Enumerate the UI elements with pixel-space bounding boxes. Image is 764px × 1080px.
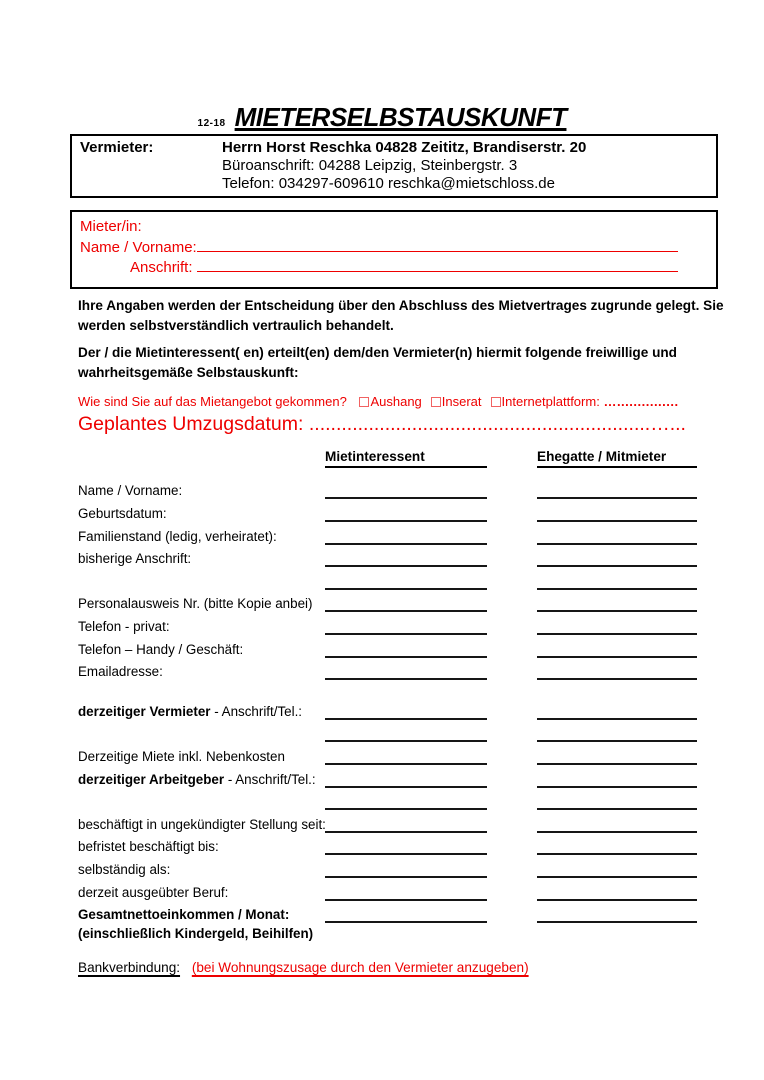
form-row <box>78 903 764 926</box>
form-row <box>78 790 764 813</box>
column-header-ehegatte: Ehegatte / Mitmieter <box>537 449 697 468</box>
row-label <box>78 741 325 744</box>
form-row <box>78 835 764 858</box>
input-line-ehegatte[interactable] <box>537 518 697 522</box>
name-vorname-input-line[interactable] <box>197 238 678 252</box>
row-label: bisherige Anschrift: <box>78 551 192 567</box>
row-label: Emailadresse: <box>78 664 163 680</box>
row-label: derzeit ausgeübter Beruf: <box>78 884 229 900</box>
input-line-mietinteressent[interactable] <box>325 495 487 499</box>
row-label <box>78 809 325 812</box>
input-line-mietinteressent[interactable] <box>325 761 487 765</box>
form-row <box>78 880 764 903</box>
document-header <box>0 102 764 133</box>
option-label-inserat: Inserat <box>441 393 482 409</box>
input-line-ehegatte[interactable] <box>537 676 697 680</box>
row-label: Telefon - privat: <box>78 619 170 635</box>
row-label: derzeitiger Arbeitgeber - Anschrift/Tel.: <box>78 771 316 787</box>
input-line-ehegatte[interactable] <box>537 608 697 612</box>
doc-code: 12-18 <box>197 118 226 129</box>
input-line-ehegatte[interactable] <box>537 897 697 901</box>
input-line-ehegatte[interactable] <box>537 586 697 590</box>
input-line-mietinteressent[interactable] <box>325 676 487 680</box>
input-line-mietinteressent[interactable] <box>325 897 487 901</box>
input-line-ehegatte[interactable] <box>537 495 697 499</box>
input-line-mietinteressent[interactable] <box>325 716 487 720</box>
vermieter-label: Vermieter: <box>80 139 154 156</box>
input-line-ehegatte[interactable] <box>537 829 697 833</box>
form-row <box>78 699 764 722</box>
intro-paragraph-2-line-1: Der / die Mietinteressent( en) erteilt(en) dem/den Vermieter(n) hiermit folgende freiwillige und <box>78 344 677 360</box>
row-label: Derzeitige Miete inkl. Nebenkosten <box>78 749 285 765</box>
input-line-mietinteressent[interactable] <box>325 874 487 878</box>
input-line-ehegatte[interactable] <box>537 654 697 658</box>
page-title: MIETERSELBSTAUSKUNFT <box>234 102 567 132</box>
empty-cell <box>537 938 697 942</box>
vermieter-box <box>70 134 718 198</box>
row-label: Gesamtnettoeinkommen / Monat: <box>78 907 290 923</box>
form-row <box>78 857 764 880</box>
form-row <box>78 722 764 745</box>
input-line-mietinteressent[interactable] <box>325 806 487 810</box>
bankverbindung-note: (bei Wohnungszusage durch den Vermieter anzugeben) <box>191 960 529 976</box>
input-line-mietinteressent[interactable] <box>325 586 487 590</box>
form-rows <box>0 479 764 944</box>
umzugsdatum-line <box>78 411 718 437</box>
input-line-mietinteressent[interactable] <box>325 919 487 923</box>
input-line-ehegatte[interactable] <box>537 851 697 855</box>
input-line-ehegatte[interactable] <box>537 874 697 878</box>
option-internetplattform <box>491 394 600 409</box>
mieter-box <box>70 210 718 289</box>
input-line-mietinteressent[interactable] <box>325 784 487 788</box>
form-row <box>78 744 764 767</box>
input-line-mietinteressent[interactable] <box>325 541 487 545</box>
form-row <box>78 479 764 502</box>
bankverbindung-label: Bankverbindung: <box>78 960 181 976</box>
document-page <box>0 102 764 1080</box>
form-row <box>78 614 764 637</box>
intro-paragraph-1-line-2: werden selbstverständlich vertraulich behandelt. <box>78 318 394 334</box>
form-row <box>78 501 764 524</box>
bankverbindung-line <box>78 960 764 975</box>
intro-paragraph-2-line-2: wahrheitsgemäße Selbstauskunft: <box>78 365 299 381</box>
row-label: Geburtsdatum: <box>78 506 167 522</box>
input-line-mietinteressent[interactable] <box>325 631 487 635</box>
internetplattform-dots-line[interactable]: …............... <box>603 393 679 409</box>
umzugsdatum-dots-line[interactable]: ...............................................................…... <box>308 412 686 435</box>
input-line-ehegatte[interactable] <box>537 806 697 810</box>
option-label-internetplattform: Internetplattform: <box>501 393 600 409</box>
checkbox-aushang[interactable] <box>359 397 369 407</box>
input-line-ehegatte[interactable] <box>537 761 697 765</box>
row-label: beschäftigt in ungekündigter Stellung seit: <box>78 816 326 832</box>
row-label: (einschließlich Kindergeld, Beihilfen) <box>78 926 314 942</box>
row-label <box>78 589 325 592</box>
form-row <box>78 660 764 683</box>
input-line-ehegatte[interactable] <box>537 919 697 923</box>
form-row <box>78 924 764 944</box>
form-row <box>78 569 764 592</box>
form-row <box>78 592 764 615</box>
input-line-mietinteressent[interactable] <box>325 518 487 522</box>
empty-cell <box>325 938 487 942</box>
row-label: Familienstand (ledig, verheiratet): <box>78 528 277 544</box>
input-line-ehegatte[interactable] <box>537 784 697 788</box>
checkbox-internetplattform[interactable] <box>491 397 501 407</box>
anschrift-input-line[interactable] <box>197 258 678 272</box>
vermieter-address <box>222 139 708 192</box>
row-label: Personalausweis Nr. (bitte Kopie anbei) <box>78 596 313 612</box>
row-label: derzeitiger Vermieter - Anschrift/Tel.: <box>78 703 303 719</box>
mieter-title: Mieter/in: <box>80 218 142 236</box>
input-line-mietinteressent[interactable] <box>325 654 487 658</box>
input-line-ehegatte[interactable] <box>537 738 697 742</box>
checkbox-inserat[interactable] <box>431 397 441 407</box>
vermieter-address-line-2: Büroanschrift: 04288 Leipzig, Steinbergstr. 3 <box>222 156 518 174</box>
input-line-mietinteressent[interactable] <box>325 563 487 567</box>
option-label-aushang: Aushang <box>370 393 422 409</box>
row-label: Telefon – Handy / Geschäft: <box>78 641 244 657</box>
input-line-ehegatte[interactable] <box>537 541 697 545</box>
name-vorname-label: Name / Vorname: <box>80 238 197 256</box>
source-question: Wie sind Sie auf das Mietangebot gekommen? <box>78 393 347 409</box>
intro-paragraph-1 <box>78 296 746 337</box>
input-line-ehegatte[interactable] <box>537 563 697 567</box>
intro-paragraph-1-line-1: Ihre Angaben werden der Entscheidung über den Abschluss des Mietvertrages zugrunde gelegt. Sie <box>78 297 724 313</box>
source-options <box>350 394 599 409</box>
source-question-line <box>78 394 764 409</box>
input-line-mietinteressent[interactable] <box>325 851 487 855</box>
input-line-ehegatte[interactable] <box>537 631 697 635</box>
input-line-mietinteressent[interactable] <box>325 738 487 742</box>
form-row <box>78 812 764 835</box>
form-row <box>78 524 764 547</box>
row-label: selbständig als: <box>78 861 171 877</box>
row-label: Name / Vorname: <box>78 483 183 499</box>
option-inserat <box>431 394 482 409</box>
vermieter-address-line-3: Telefon: 034297-609610 reschka@mietschloss.de <box>222 174 555 192</box>
intro-paragraph-2 <box>78 343 746 384</box>
form-row <box>78 767 764 790</box>
row-label: befristet beschäftigt bis: <box>78 839 219 855</box>
column-headers <box>78 449 764 468</box>
option-aushang <box>359 394 421 409</box>
vermieter-address-line-1: Herrn Horst Reschka 04828 Zeititz, Brandiserstr. 20 <box>222 139 587 156</box>
column-header-mietinteressent: Mietinteressent <box>325 449 487 468</box>
anschrift-label: Anschrift: <box>130 259 193 277</box>
form-row <box>78 637 764 660</box>
input-line-mietinteressent[interactable] <box>325 608 487 612</box>
input-line-ehegatte[interactable] <box>537 716 697 720</box>
umzugsdatum-label: Geplantes Umzugsdatum: <box>78 412 304 435</box>
form-row <box>78 547 764 570</box>
input-line-mietinteressent[interactable] <box>325 829 487 833</box>
